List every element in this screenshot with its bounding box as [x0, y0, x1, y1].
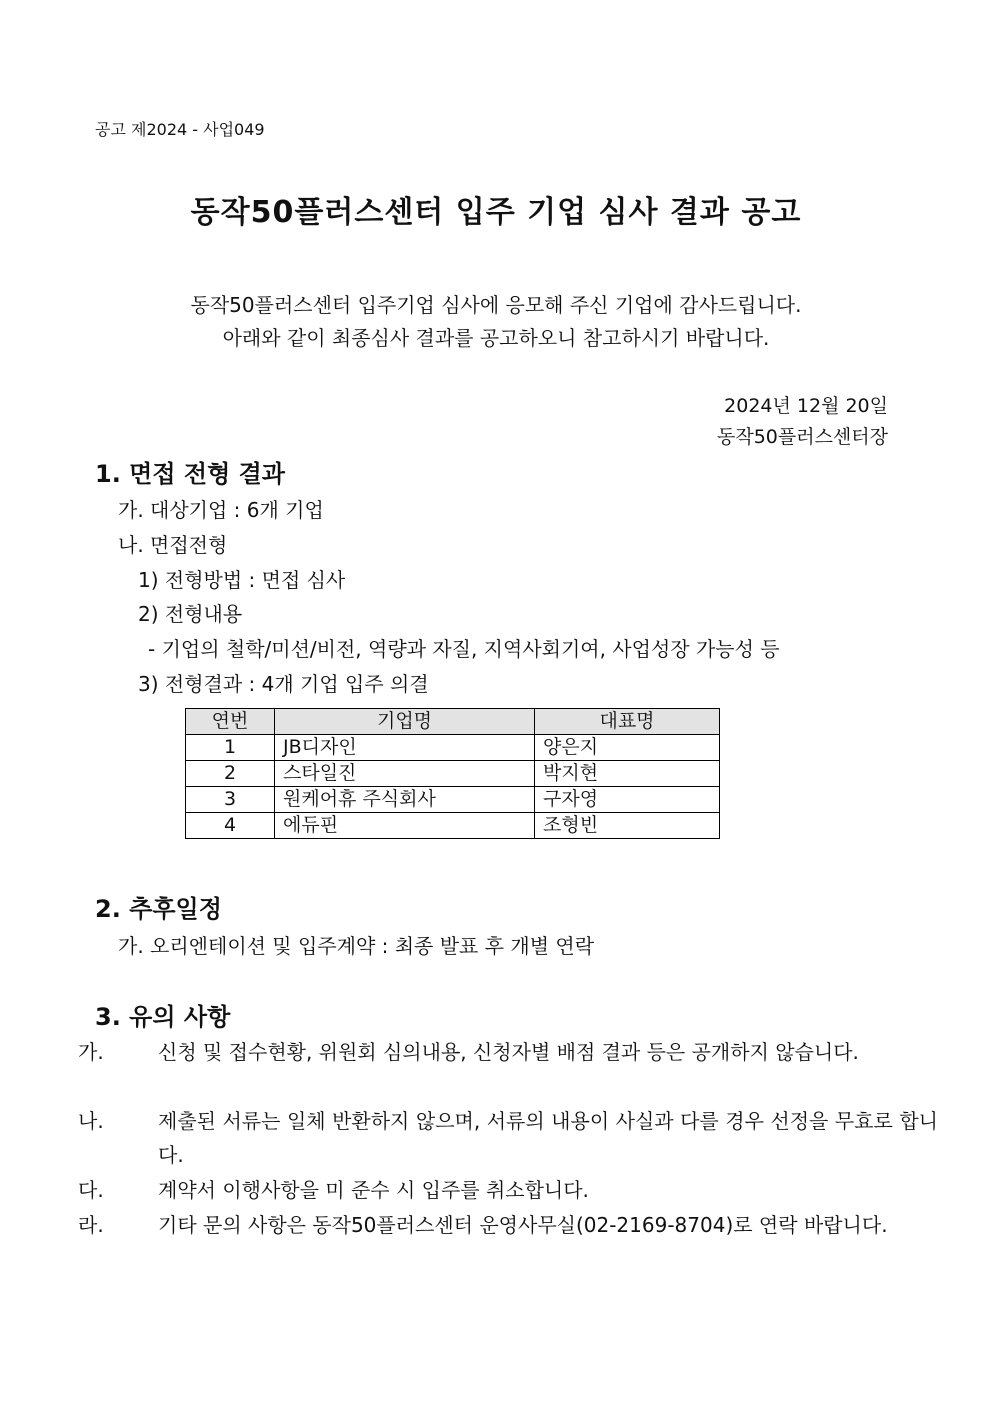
intro-line-1: 동작50플러스센터 입주기업 심사에 응모해 주신 기업에 감사드립니다.: [190, 293, 802, 317]
table-cell-representative: 조형빈: [535, 813, 720, 839]
notice-date: 2024년 12월 20일: [724, 395, 888, 417]
table-cell-representative: 박지현: [535, 761, 720, 787]
notice-item-label: 라.: [78, 1213, 104, 1237]
section-1-sub-1: 1) 전형방법 : 면접 심사: [138, 568, 346, 592]
section-1-item-na: 나. 면접전형: [118, 533, 228, 557]
table-row: [186, 735, 720, 761]
issuer: 동작50플러스센터장: [716, 426, 888, 448]
notice-item-na: [78, 1104, 938, 1172]
notice-item-text: 제출된 서류는 일체 반환하지 않으며, 서류의 내용이 사실과 다를 경우 선정을 무효로 합니다.: [158, 1109, 938, 1167]
section-2-heading: 2. 추후일정: [95, 895, 222, 923]
table-header-representative: 대표명: [535, 709, 720, 735]
table-cell-company: 스타일진: [275, 761, 535, 787]
section-1-item-ga: 가. 대상기업 : 6개 기업: [118, 498, 324, 522]
table-header-company: 기업명: [275, 709, 535, 735]
notice-item-text: 신청 및 접수현황, 위원회 심의내용, 신청자별 배점 결과 등은 공개하지 않습니다.: [158, 1040, 859, 1064]
notice-item-da: [78, 1173, 938, 1207]
intro-line-2: 아래와 같이 최종심사 결과를 공고하오니 참고하시기 바랍니다.: [222, 326, 770, 350]
table-cell-company: 에듀핀: [275, 813, 535, 839]
table-cell-representative: 구자영: [535, 787, 720, 813]
section-2-item-ga: 가. 오리엔테이션 및 입주계약 : 최종 발표 후 개별 연락: [118, 934, 595, 958]
notice-item-ra: [78, 1208, 938, 1242]
table-cell-no: 4: [186, 813, 275, 839]
table-cell-representative: 양은지: [535, 735, 720, 761]
section-1-heading: 1. 면접 전형 결과: [95, 460, 285, 488]
table-header-no: 연번: [186, 709, 275, 735]
section-1-sub-2-detail: - 기업의 철학/미션/비전, 역량과 자질, 지역사회기여, 사업성장 가능성 등: [148, 637, 780, 661]
section-1-sub-3: 3) 전형결과 : 4개 기업 입주 의결: [138, 672, 429, 696]
notice-item-label: 다.: [78, 1178, 104, 1202]
notice-item-text: 계약서 이행사항을 미 준수 시 입주를 취소합니다.: [158, 1178, 589, 1202]
table-row: [186, 787, 720, 813]
table-cell-company: JB디자인: [275, 735, 535, 761]
notice-number: 공고 제2024 - 사업049: [95, 120, 265, 139]
table-cell-no: 2: [186, 761, 275, 787]
table-header-row: [186, 709, 720, 735]
notice-item-text: 기타 문의 사항은 동작50플러스센터 운영사무실(02-2169-8704)로 연락 바랍니다.: [158, 1213, 888, 1237]
section-1-sub-2: 2) 전형내용: [138, 602, 243, 626]
notice-item-label: 나.: [78, 1109, 104, 1133]
section-3-heading: 3. 유의 사항: [95, 1003, 231, 1031]
table-row: [186, 761, 720, 787]
table-cell-company: 원케어휴 주식회사: [275, 787, 535, 813]
table-row: [186, 813, 720, 839]
table-cell-no: 1: [186, 735, 275, 761]
notice-item-ga: [78, 1035, 938, 1069]
document-title: 동작50플러스센터 입주 기업 심사 결과 공고: [190, 195, 802, 230]
table-cell-no: 3: [186, 787, 275, 813]
result-table: [185, 708, 720, 839]
notice-item-label: 가.: [78, 1040, 104, 1064]
